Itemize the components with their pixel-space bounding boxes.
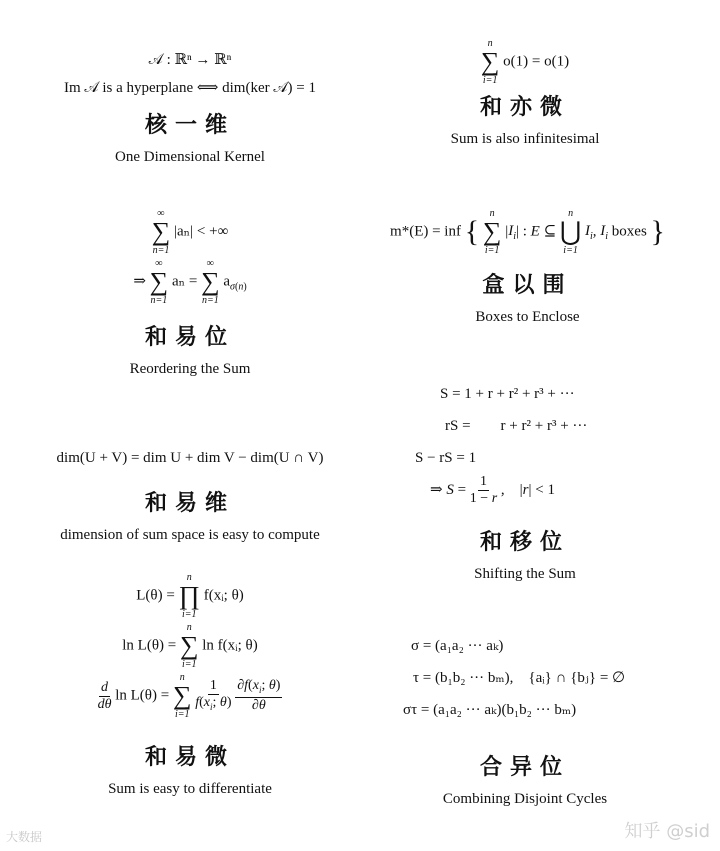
- kernel-formula-2: Im 𝒜 is a hyperplane ⟺ dim(ker 𝒜) = 1: [63, 80, 317, 96]
- panel-infinitesimal: [360, 38, 690, 148]
- diff-line-3: $\frac{d}{d\theta}$ ln L(θ) = n ∑ i=1 $\frac{1}{f(x_i; \theta)}$ $\frac{\partial f(x_i; \theta)}{\partial\theta}$: [97, 672, 281, 720]
- cycles-title-cn: 合异位: [479, 755, 570, 780]
- fraction: $\frac{1}{f(x_i; \theta)}$: [195, 677, 232, 712]
- shift-line-2: rS = r + r² + r³ + ···: [445, 418, 588, 434]
- panel-reorder: [20, 208, 360, 378]
- shift-title-en: Shifting the Sum: [474, 566, 576, 582]
- sum-symbol: n ∑ i=1: [179, 622, 199, 670]
- boxes-title-cn: 盒以围: [482, 273, 573, 298]
- reorder-title-cn: 和易位: [144, 325, 235, 350]
- union-symbol: n ⋃ i=1: [559, 208, 582, 256]
- reorder-formula-1: ∞ ∑ n=1 |aₙ| < +∞: [151, 208, 229, 256]
- panel-boxes: [355, 208, 700, 326]
- diff-title-cn: 和易微: [144, 745, 235, 770]
- reorder-title-en: Reordering the Sum: [129, 361, 251, 377]
- boxes-title-en: Boxes to Enclose: [475, 309, 580, 325]
- sum-symbol: n ∑ i=1: [480, 38, 500, 86]
- shift-line-4: ⇒ S = $\frac{1}{1 - r}$ , |r| < 1: [430, 474, 555, 506]
- sum-symbol: n ∑ i=1: [172, 672, 192, 720]
- dimension-formula: dim(U + V) = dim U + dim V − dim(U ∩ V): [56, 450, 324, 466]
- product-symbol: n ∏ i=1: [178, 572, 200, 620]
- kernel-title-cn: 核一维: [144, 113, 235, 138]
- cycles-line-2: τ = (b₁b₂ ··· bₘ), {aᵢ} ∩ {bⱼ} = ∅: [413, 670, 626, 686]
- shift-title-cn: 和移位: [479, 530, 570, 555]
- watermark-right: 知乎 @sid: [624, 821, 710, 842]
- kernel-title-en: One Dimensional Kernel: [115, 149, 265, 165]
- cycles-title-en: Combining Disjoint Cycles: [442, 791, 608, 807]
- sum-symbol: ∞ ∑ n=1: [151, 208, 171, 256]
- reorder-formula-2: ⇒ ∞ ∑ n=1 aₙ = ∞ ∑ n=1 $a_{\sigma(n)}$: [133, 258, 247, 306]
- panel-differentiate: [40, 572, 340, 798]
- kernel-formula-1: 𝒜 : ℝⁿ → ℝⁿ: [148, 52, 232, 68]
- panel-shift: [400, 384, 650, 583]
- panel-cycles: [395, 636, 685, 808]
- infinitesimal-formula: n ∑ i=1 o(1) = o(1): [480, 38, 570, 86]
- diff-line-2: ln L(θ) = n ∑ i=1 ln f(xᵢ; θ): [122, 622, 258, 670]
- infinitesimal-title-en: Sum is also infinitesimal: [450, 131, 600, 147]
- cycles-line-3: στ = (a₁a₂ ··· aₖ)(b₁b₂ ··· bₘ): [403, 702, 577, 718]
- watermark-left: 大数据: [6, 830, 43, 844]
- sum-symbol: n ∑ i=1: [482, 208, 502, 256]
- boxes-formula: m*(E) = inf { n ∑ i=1 $|I_i|$ : E ⊆ n ⋃ i=1 $I_i$, $I_i$ boxes }: [390, 208, 665, 256]
- diff-title-en: Sum is easy to differentiate: [108, 781, 272, 797]
- panel-dimension: [10, 448, 370, 544]
- infinitesimal-title-cn: 和亦微: [479, 95, 570, 120]
- shift-line-3: S − rS = 1: [415, 450, 477, 466]
- fraction: $\frac{1}{1 - r}$: [469, 474, 498, 506]
- sum-symbol: ∞ ∑ n=1: [201, 258, 220, 306]
- fraction: $\frac{\partial f(x_i; \theta)}{\partial\theta}$: [237, 677, 281, 714]
- sum-symbol: ∞ ∑ n=1: [149, 258, 169, 306]
- diff-line-1: L(θ) = n ∏ i=1 f(xᵢ; θ): [136, 572, 244, 620]
- panel-kernel: [20, 50, 360, 166]
- dimension-title-en: dimension of sum space is easy to compute: [60, 527, 320, 543]
- fraction: $\frac{d}{d\theta}$: [97, 679, 112, 712]
- shift-line-1: S = 1 + r + r² + r³ + ···: [440, 386, 575, 402]
- cycles-line-1: σ = (a₁a₂ ··· aₖ): [411, 638, 504, 654]
- dimension-title-cn: 和易维: [144, 491, 235, 516]
